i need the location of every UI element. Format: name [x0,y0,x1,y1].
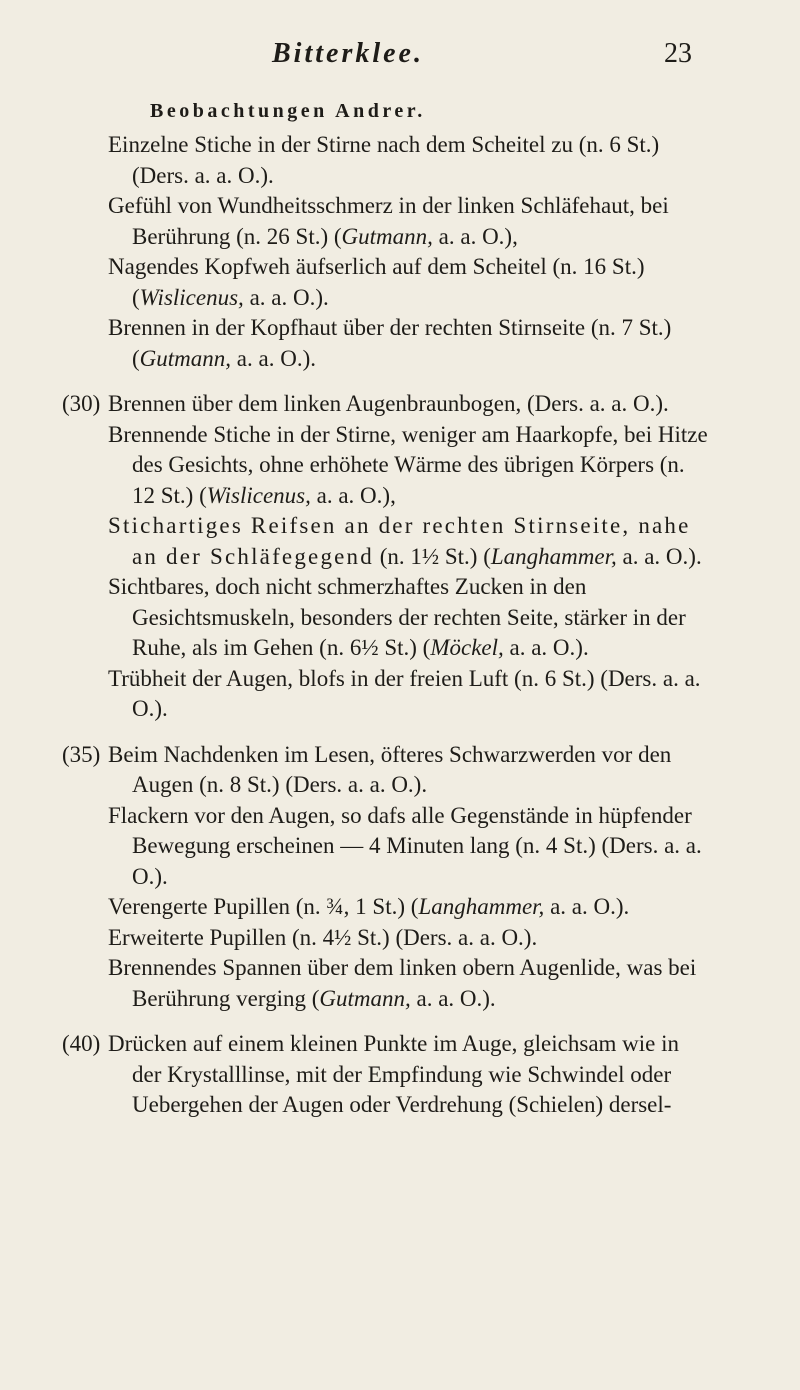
author-reference: Langhammer, [490,543,617,569]
page-number: 23 [664,38,692,69]
symptom-entry: Brennen in der Kopfhaut über der rechten Stirnseite (n. 7 St.) (Gutmann, a. a. O.). [108,315,672,371]
author-reference: Gutmann, [341,223,433,249]
author-reference: Langhammer, [418,894,545,919]
section-heading: Beobachtungen Andrer. [150,100,426,122]
text-body [62,130,708,1136]
symptom-entry: Erweiterte Pupillen (n. 4½ St.) (Ders. a. a. O.). [108,924,538,950]
symptom-entry: Beim Nachdenken im Lesen, öfteres Schwarzwerden vor den Augen (n. 8 St.) (Ders. a. a. O.). [108,741,672,797]
entry-group [62,389,708,725]
symptom-entry: Brennen über dem linken Augenbraunbogen, (Ders. a. a. O.). [108,391,669,416]
symptom-entry: Trübheit der Augen, blofs in der freien Luft (n. 6 St.) (Ders. a. a. O.). [108,665,701,721]
symptom-entry: Drücken auf einem kleinen Punkte im Auge, gleichsam wie in der Krystalllinse, mit der Empfindung wie Schwindel oder Uebergehen der Augen oder Verdrehung (Schielen) dersel- [108,1031,680,1117]
symptom-entry: Brennende Stiche in der Stirne, weniger am Haarkopfe, bei Hitze des Gesichts, ohne erhöhete Wärme des übrigen Körpers (n. 12 St.) (Wislicenus, a. a. O.), [108,421,708,508]
author-reference: Wislicenus, [206,482,311,508]
author-reference: Gutmann, [139,345,232,371]
symptom-entry: Brennendes Spannen über dem linken obern Augenlide, was bei Berührung verging (Gutmann, a. a. O.). [108,955,697,1011]
symptom-entry: Flackern vor den Augen, so dafs alle Gegenstände in hüpfender Bewegung erscheinen — 4 Minuten lang (n. 4 St.) (Ders. a. a. O.). [108,802,702,889]
author-reference: Wislicenus, [139,284,244,310]
paragraph-number: (40) [62,1031,101,1056]
running-title: Bitterklee. [272,38,424,69]
author-reference: Gutmann, [319,985,411,1011]
symptom-entry: Nagendes Kopfweh äufserlich auf dem Scheitel (n. 16 St.) (Wislicenus, a. a. O.). [108,254,645,310]
paragraph-number: (30) [62,391,101,416]
symptom-entry: Stichartiges Reifsen an der rechten Stirnseite, nahe an der Schläfegegend (n. 1½ St.) (Langhammer, a. a. O.). [108,513,702,569]
symptom-entry: Sichtbares, doch nicht schmerzhaftes Zucken in den Gesichtsmuskeln, besonders der rechten Seite, stärker in der Ruhe, als im Gehen (n. 6½ St.) (Möckel, a. a. O.). [108,574,686,660]
entry-group [108,130,708,374]
symptom-entry: Verengerte Pupillen (n. ¾, 1 St.) (Langhammer, a. a. O.). [108,894,630,919]
paragraph-number: (35) [62,741,101,767]
entry-group [62,740,708,1015]
symptom-entry: Gefühl von Wundheitsschmerz in der linken Schläfehaut, bei Berührung (n. 26 St.) (Gutmann, a. a. O.), [108,193,669,249]
author-reference: Möckel, [430,635,504,660]
running-head [0,38,800,78]
entry-group [62,1029,708,1121]
symptom-entry: Einzelne Stiche in der Stirne nach dem Scheitel zu (n. 6 St.) (Ders. a. a. O.). [108,132,660,188]
